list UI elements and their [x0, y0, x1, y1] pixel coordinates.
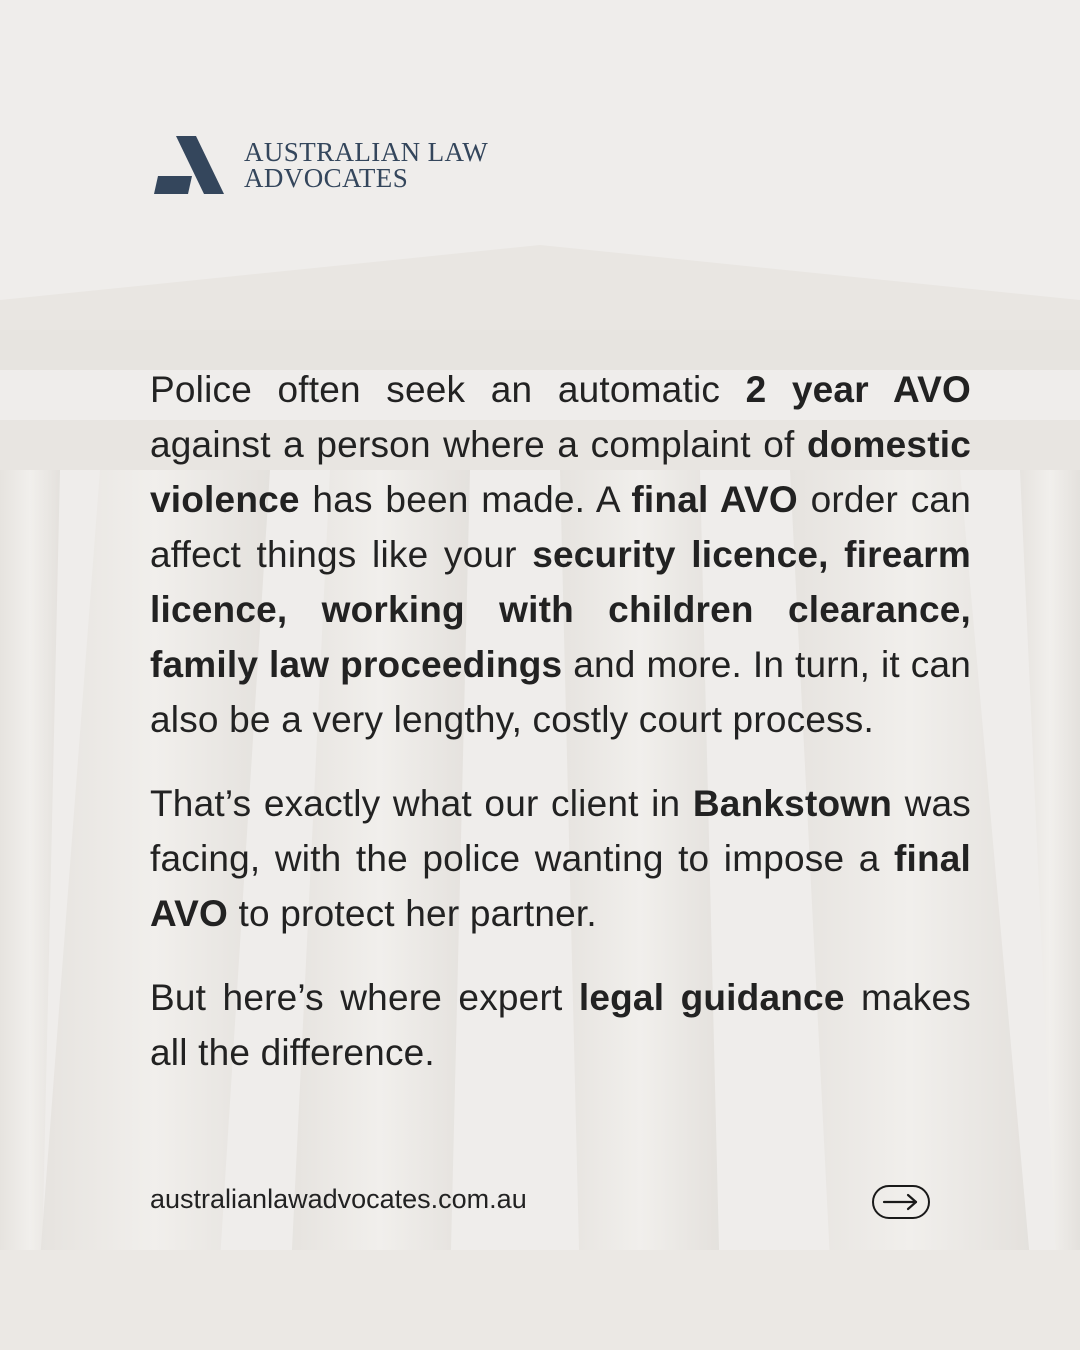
text-run: order can affect things like your [150, 479, 971, 575]
paragraph-1 [150, 362, 971, 747]
text-run: Police often seek an automatic [150, 369, 746, 410]
text-run: has been made. A [299, 479, 632, 520]
bold-run: security licence, firearm licence, working with children clearance, family law proceedings [150, 534, 971, 685]
bold-run: Bankstown [692, 783, 893, 824]
brand-name-line2: ADVOCATES [244, 163, 409, 193]
text-run: and more. In turn, it can also be a very lengthy, costly court process. [150, 644, 971, 740]
brand-logo [152, 134, 488, 196]
website-link[interactable]: australianlawadvocates.com.au [150, 1184, 527, 1214]
arrow-right-icon [881, 1192, 921, 1212]
brand-name [244, 139, 488, 191]
paragraph-3 [150, 970, 971, 1080]
body-text [150, 362, 971, 1109]
text-run: But here’s where expert [150, 977, 579, 1018]
bold-run: 2 year AVO [745, 369, 971, 410]
text-run: was facing, with the police wanting to impose a [150, 783, 971, 879]
brand-a-mark-icon [152, 134, 224, 196]
text-run: to protect her partner. [228, 893, 597, 934]
text-run: makes all the difference. [150, 977, 971, 1073]
text-run: against a person where a complaint of [150, 424, 807, 465]
bold-run: domestic violence [150, 424, 971, 520]
next-button[interactable] [872, 1185, 930, 1219]
brand-name-line1: AUSTRALIAN LAW [244, 137, 489, 167]
text-run: That’s exactly what our client in [150, 783, 693, 824]
bold-run: legal guidance [578, 977, 845, 1018]
paragraph-2 [150, 776, 971, 941]
bold-run: final AVO [631, 479, 798, 520]
bold-run: final AVO [150, 838, 971, 934]
